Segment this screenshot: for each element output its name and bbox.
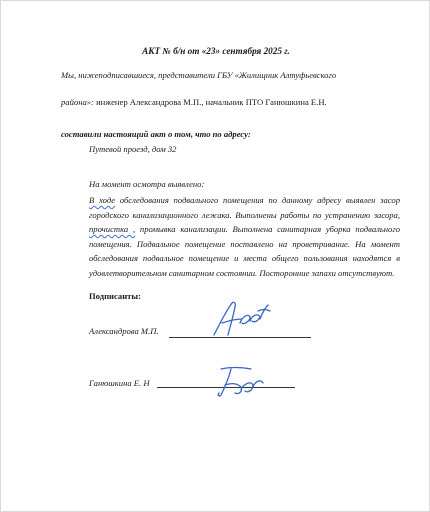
- signer-2-name: Ганюшкина Е. Н: [89, 378, 150, 388]
- intro-names: инженер Александрова М.П., начальник ПТО Ганюшкина Е.Н.: [93, 97, 327, 107]
- intro-line-1: Мы, нижеподписавшиеся, представители ГБУ «Жилищник Алтуфьевского: [61, 70, 337, 80]
- address: Путевой проезд, дом 32: [89, 144, 177, 154]
- inspection-text: [89, 193, 400, 281]
- signature-2-icon: [211, 365, 271, 399]
- inspection-heading: На момент осмотра выявлено:: [89, 179, 205, 189]
- signer-1-name: Александрова М.П.: [89, 326, 159, 336]
- spellcheck-mark-1: В ходе: [89, 195, 116, 205]
- act-title: АКТ № б/н от «23» сентября 2025 г.: [142, 46, 290, 56]
- compiled-statement: составили настоящий акт о том, что по адресу:: [61, 129, 251, 139]
- intro-district-end: района»:: [61, 97, 94, 107]
- signature-1-icon: [206, 297, 276, 341]
- inspection-text-part-2: промывка канализации. Выполнена санитарная уборка подвального помещения. Подвальное помещение поставлено на проветривание. На момент обследования подвальное помещение и места общего пользования находятся в удовлетворительном санитарном состоянии. Посторонние запахи отсутствуют.: [89, 224, 400, 278]
- intro-line-2: [61, 97, 327, 107]
- spellcheck-mark-2: прочистка ,: [89, 224, 136, 235]
- signatories-heading: Подписанты:: [89, 291, 141, 301]
- inspection-text-part-1: обследования подвального помещения по данному адресу выявлен засор городского канализационного лежака. Выполнены работы по устранению засора,: [89, 195, 401, 220]
